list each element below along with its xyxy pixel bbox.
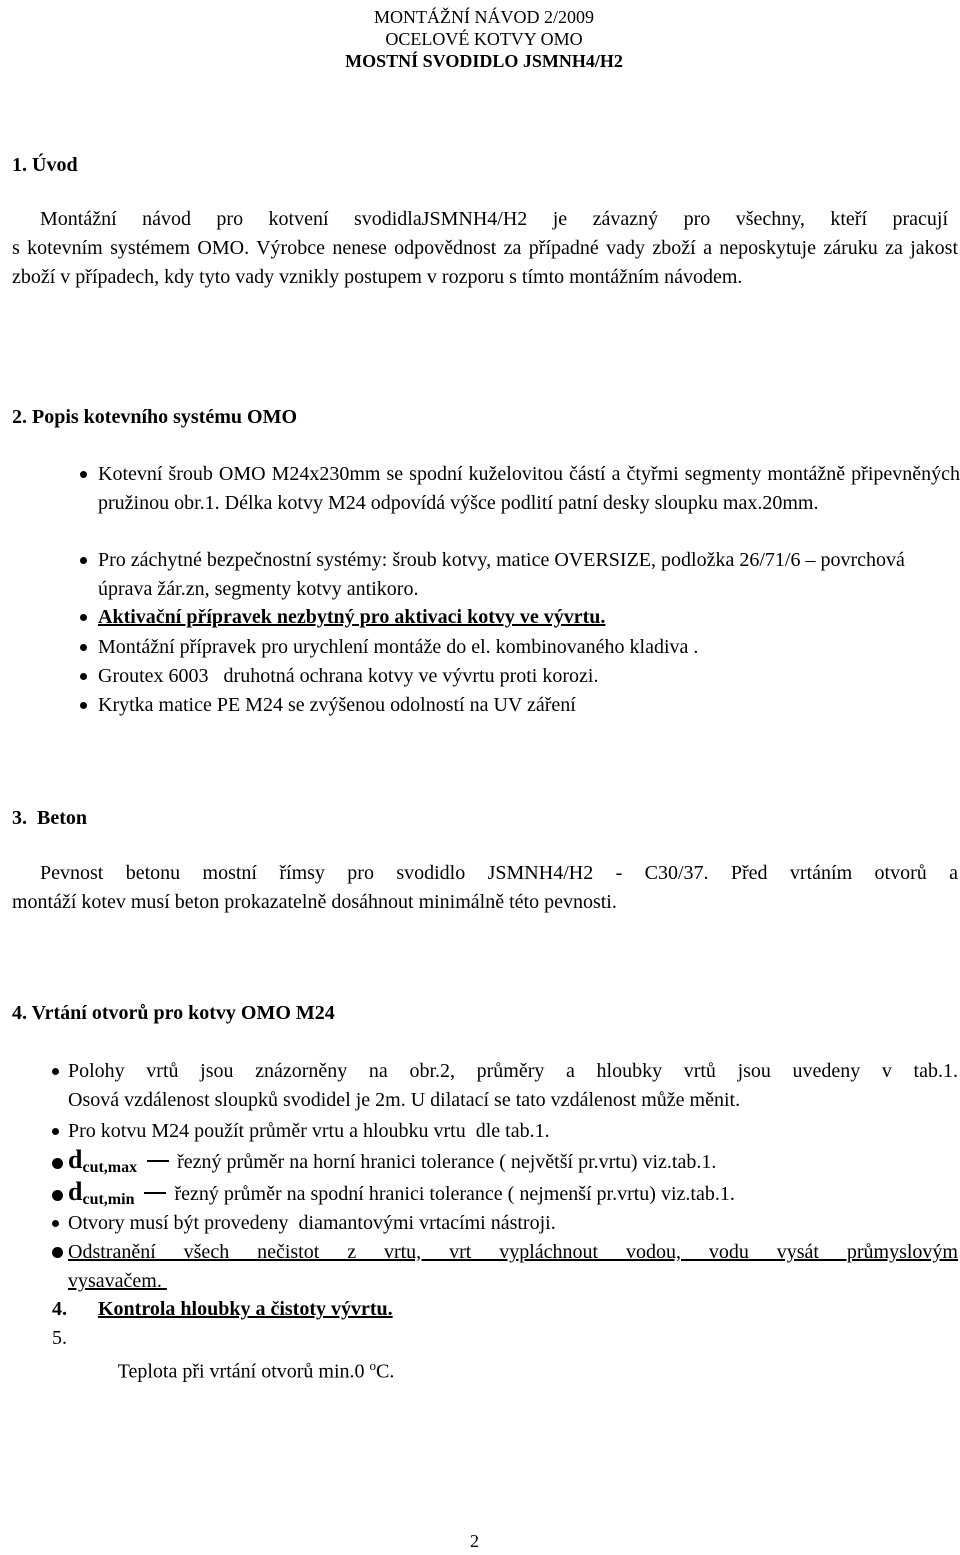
- bullet-icon: [52, 1247, 63, 1258]
- section-3-line-2: montáží kotev musí beton prokazatelně dosáhnout minimálně této pevnosti.: [12, 891, 617, 913]
- list-item-text: Otvory musí být provedeny diamantovými vrtacími nástroji.: [68, 1212, 556, 1234]
- list-item-text: Pro záchytné bezpečnostní systémy: šroub kotvy, matice OVERSIZE, podložka 26/71/6 – povrchová úprava žár.zn, segmenty kotvy antikoro.: [98, 549, 905, 600]
- temperature-unit: C.: [376, 1360, 395, 1383]
- bullet-icon: [80, 702, 87, 709]
- section-2-title: 2. Popis kotevního systému OMO: [12, 406, 298, 428]
- list-item-text: Kotevní šroub OMO M24x230mm se spodní kuželovitou částí a čtyřmi segmenty montážně připevněných pružinou obr.1. Délka kotvy M24 odpovídá výšce podlití patní desky sloupku max.20mm.: [98, 463, 960, 514]
- d-cut-max-symbol: d: [68, 1145, 83, 1174]
- list-item: [80, 546, 960, 604]
- section-3-title: 3. Beton: [12, 807, 87, 829]
- list-item-text: Montážní přípravek pro urychlení montáže do el. kombinovaného kladiva .: [98, 636, 699, 658]
- d-cut-min-symbol: d: [68, 1177, 83, 1206]
- d-cut-max-text: řezný průměr na horní hranici tolerance ( největší pr.vrtu) viz.tab.1.: [177, 1151, 717, 1173]
- list-item: [52, 1178, 958, 1212]
- degree-superscript: o: [369, 1358, 377, 1373]
- numbered-item-number: 4.: [52, 1298, 67, 1320]
- bullet-icon: [80, 614, 87, 621]
- list-item-text: Pro kotvu M24 použít průměr vrtu a hloubku vrtu dle tab.1.: [68, 1120, 550, 1142]
- section-1-title: 1. Úvod: [12, 154, 78, 176]
- numbered-item-text: Teplota při vrtání otvorů min.0: [117, 1360, 370, 1383]
- bullet-icon: [80, 644, 87, 651]
- list-item: [52, 1146, 958, 1180]
- list-item-text: Krytka matice PE M24 se zvýšenou odolností na UV záření: [98, 694, 576, 716]
- section-1-paragraph: s kotevním systémem OMO. Výrobce nenese odpovědnost za případné vady zboží a neposkytuje záruku za jakost zboží v případech, kdy tyto vady vznikly postupem v rozporu s tímto montážním návodem.: [12, 237, 958, 288]
- section-1-first-line: Montážní návod pro kotvení svodidlaJSMNH4/H2 je závazný pro všechny, kteří pracují: [40, 208, 948, 230]
- header-line-3: MOSTNÍ SVODIDLO JSMNH4/H2: [345, 51, 623, 71]
- bullet-icon: [52, 1220, 59, 1227]
- list-item-text: Odstranění všech nečistot z vrtu, vrt vypláchnout vodou, vodu vysát průmyslovým: [68, 1241, 958, 1263]
- numbered-item-number: 5.: [52, 1327, 67, 1349]
- header-line-1: MONTÁŽNÍ NÁVOD 2/2009: [374, 7, 594, 27]
- bullet-icon: [80, 673, 87, 680]
- numbered-item-text: Kontrola hloubky a čistoty vývrtu.: [98, 1298, 393, 1320]
- list-item-text: vysavačem.: [68, 1270, 167, 1292]
- bullet-icon: [52, 1068, 59, 1075]
- bullet-icon: [52, 1158, 63, 1169]
- bullet-icon: [80, 471, 87, 478]
- page-number: 2: [470, 1531, 479, 1551]
- dash: [144, 1192, 166, 1194]
- d-cut-min-subscript: cut,min: [82, 1191, 135, 1208]
- list-item-text: Groutex 6003 druhotná ochrana kotvy ve vývrtu proti korozi.: [98, 665, 599, 687]
- bullet-icon: [52, 1190, 63, 1201]
- list-item-text: Osová vzdálenost sloupků svodidel je 2m. U dilatací se tato vzdálenost může měnit.: [68, 1089, 741, 1111]
- list-item: [80, 460, 960, 550]
- section-3-line-1: Pevnost betonu mostní římsy pro svodidlo JSMNH4/H2 - C30/37. Před vrtáním otvorů a: [40, 862, 958, 884]
- d-cut-min-text: řezný průměr na spodní hranici tolerance ( nejmenší pr.vrtu) viz.tab.1.: [174, 1183, 735, 1205]
- section-4-title: 4. Vrtání otvorů pro kotvy OMO M24: [12, 1002, 335, 1024]
- header-line-2: OCELOVÉ KOTVY OMO: [385, 29, 583, 49]
- list-item-text: Aktivační přípravek nezbytný pro aktivaci kotvy ve vývrtu.: [98, 606, 606, 628]
- bullet-icon: [80, 557, 87, 564]
- list-item-text: Polohy vrtů jsou znázorněny na obr.2, průměry a hloubky vrtů jsou uvedeny v tab.1.: [68, 1060, 958, 1082]
- dash: [147, 1160, 169, 1162]
- d-cut-max-subscript: cut,max: [82, 1159, 138, 1176]
- bullet-icon: [52, 1128, 59, 1135]
